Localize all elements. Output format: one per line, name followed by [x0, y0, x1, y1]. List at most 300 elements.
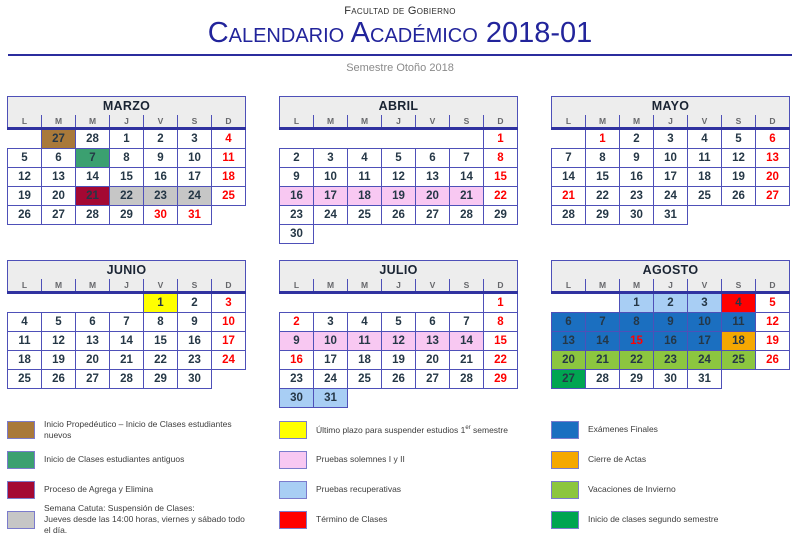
- day-cell: 21: [586, 350, 620, 369]
- day-cell: 6: [42, 148, 76, 167]
- weekday-header: D: [212, 279, 246, 293]
- legend-swatch-inicio_segundo: [551, 511, 579, 529]
- week-row: [8, 148, 246, 167]
- calendar-grid: [0, 96, 800, 408]
- day-cell: 12: [382, 167, 416, 186]
- empty-cell: [450, 128, 484, 148]
- day-cell: 5: [8, 148, 42, 167]
- day-cell: 7: [450, 148, 484, 167]
- weekday-header: L: [552, 279, 586, 293]
- week-row: [552, 350, 790, 369]
- legend-item: [279, 475, 518, 505]
- day-cell: 30: [144, 205, 178, 224]
- day-cell: 8: [110, 148, 144, 167]
- legend-label: Cierre de Actas: [588, 454, 647, 465]
- day-cell: 23: [144, 186, 178, 205]
- day-cell: 30: [280, 224, 314, 243]
- day-cell: 19: [382, 186, 416, 205]
- day-cell: 3: [314, 312, 348, 331]
- legend-swatch-semana_catuta: [7, 511, 35, 529]
- day-cell: 27: [42, 128, 76, 148]
- empty-cell: [110, 292, 144, 312]
- day-cell: 20: [416, 186, 450, 205]
- legend-swatch-examenes: [551, 421, 579, 439]
- day-cell: 1: [144, 292, 178, 312]
- weekday-header: S: [450, 279, 484, 293]
- legend-label: Inicio de clases segundo semestre: [588, 514, 719, 525]
- day-cell: 25: [348, 205, 382, 224]
- day-cell: 22: [586, 186, 620, 205]
- weekday-header: S: [722, 115, 756, 129]
- day-cell: 4: [688, 128, 722, 148]
- week-row: [552, 128, 790, 148]
- month-table: [279, 260, 518, 408]
- day-cell: 13: [756, 148, 790, 167]
- legend-column: [7, 415, 246, 535]
- week-row: [280, 148, 518, 167]
- empty-cell: [348, 388, 382, 407]
- month-title-row: [280, 96, 518, 115]
- day-cell: 16: [178, 331, 212, 350]
- weekday-header: M: [348, 279, 382, 293]
- day-cell: 24: [314, 369, 348, 388]
- empty-cell: [382, 224, 416, 243]
- legend-item: [7, 445, 246, 475]
- day-cell: 27: [76, 369, 110, 388]
- day-cell: 30: [280, 388, 314, 407]
- day-cell: 11: [348, 331, 382, 350]
- week-row: [552, 331, 790, 350]
- day-cell: 26: [42, 369, 76, 388]
- empty-cell: [586, 292, 620, 312]
- weekday-header: L: [280, 279, 314, 293]
- day-cell: 4: [212, 128, 246, 148]
- empty-cell: [416, 388, 450, 407]
- legend-column: [279, 415, 518, 535]
- week-row: [8, 331, 246, 350]
- legend-label: Término de Clases: [316, 514, 388, 525]
- empty-cell: [348, 292, 382, 312]
- week-row: [8, 312, 246, 331]
- week-row: [8, 128, 246, 148]
- weekday-header: L: [552, 115, 586, 129]
- weekday-header: D: [212, 115, 246, 129]
- day-cell: 12: [756, 312, 790, 331]
- weekday-row: [280, 115, 518, 129]
- weekday-header: V: [416, 279, 450, 293]
- day-cell: 29: [484, 369, 518, 388]
- day-cell: 5: [382, 148, 416, 167]
- weekday-header: M: [76, 115, 110, 129]
- day-cell: 23: [620, 186, 654, 205]
- day-cell: 22: [144, 350, 178, 369]
- day-cell: 21: [76, 186, 110, 205]
- day-cell: 26: [756, 350, 790, 369]
- legend-label: Pruebas recuperativas: [316, 484, 402, 495]
- empty-cell: [382, 388, 416, 407]
- day-cell: 8: [620, 312, 654, 331]
- month-table: [7, 96, 246, 225]
- day-cell: 9: [144, 148, 178, 167]
- weekday-header: J: [382, 115, 416, 129]
- legend-swatch-termino_clases: [279, 511, 307, 529]
- day-cell: 18: [8, 350, 42, 369]
- weekday-header: D: [756, 279, 790, 293]
- day-cell: 2: [654, 292, 688, 312]
- day-cell: 16: [620, 167, 654, 186]
- weekday-header: V: [688, 279, 722, 293]
- weekday-header: D: [756, 115, 790, 129]
- weekday-header: S: [178, 279, 212, 293]
- day-cell: 13: [416, 331, 450, 350]
- legend-label: Inicio de Clases estudiantes antiguos: [44, 454, 185, 465]
- day-cell: 28: [450, 205, 484, 224]
- month-calendar-marzo: [7, 96, 246, 225]
- legend-swatch-cierre_actas: [551, 451, 579, 469]
- day-cell: 4: [348, 148, 382, 167]
- week-row: [552, 205, 790, 224]
- day-cell: 20: [76, 350, 110, 369]
- day-cell: 28: [76, 205, 110, 224]
- week-row: [8, 350, 246, 369]
- day-cell: 8: [484, 148, 518, 167]
- empty-cell: [552, 128, 586, 148]
- day-cell: 5: [382, 312, 416, 331]
- day-cell: 31: [688, 369, 722, 388]
- legend-label: Exámenes Finales: [588, 424, 658, 435]
- weekday-row: [8, 279, 246, 293]
- week-row: [552, 186, 790, 205]
- month-table: [279, 96, 518, 244]
- empty-cell: [348, 128, 382, 148]
- month-name: AGOSTO: [552, 260, 790, 279]
- page-title: Calendario Académico 2018-01: [207, 17, 593, 49]
- week-row: [8, 205, 246, 224]
- weekday-header: M: [314, 115, 348, 129]
- month-title-row: [552, 96, 790, 115]
- day-cell: 23: [178, 350, 212, 369]
- day-cell: 27: [756, 186, 790, 205]
- day-cell: 10: [654, 148, 688, 167]
- empty-cell: [450, 292, 484, 312]
- legend-swatch-vacaciones: [551, 481, 579, 499]
- month-calendar-julio: [279, 260, 518, 408]
- day-cell: 27: [416, 369, 450, 388]
- weekday-header: J: [654, 279, 688, 293]
- day-cell: 13: [552, 331, 586, 350]
- day-cell: 14: [450, 167, 484, 186]
- day-cell: 20: [42, 186, 76, 205]
- day-cell: 15: [484, 167, 518, 186]
- empty-cell: [8, 292, 42, 312]
- month-table: [551, 260, 790, 389]
- month-name: ABRIL: [280, 96, 518, 115]
- empty-cell: [756, 205, 790, 224]
- day-cell: 21: [450, 350, 484, 369]
- weekday-header: M: [314, 279, 348, 293]
- day-cell: 11: [212, 148, 246, 167]
- day-cell: 13: [76, 331, 110, 350]
- day-cell: 19: [8, 186, 42, 205]
- day-cell: 30: [654, 369, 688, 388]
- day-cell: 29: [484, 205, 518, 224]
- day-cell: 9: [280, 167, 314, 186]
- month-calendar-mayo: [551, 96, 790, 225]
- weekday-header: J: [382, 279, 416, 293]
- day-cell: 23: [280, 369, 314, 388]
- week-row: [280, 128, 518, 148]
- week-row: [552, 167, 790, 186]
- week-row: [552, 292, 790, 312]
- day-cell: 29: [620, 369, 654, 388]
- week-row: [280, 331, 518, 350]
- day-cell: 3: [654, 128, 688, 148]
- day-cell: 8: [144, 312, 178, 331]
- empty-cell: [348, 224, 382, 243]
- day-cell: 31: [314, 388, 348, 407]
- day-cell: 7: [76, 148, 110, 167]
- week-row: [8, 292, 246, 312]
- week-row: [8, 369, 246, 388]
- day-cell: 14: [110, 331, 144, 350]
- empty-cell: [314, 292, 348, 312]
- day-cell: 16: [654, 331, 688, 350]
- day-cell: 9: [280, 331, 314, 350]
- weekday-header: J: [110, 279, 144, 293]
- week-row: [280, 312, 518, 331]
- empty-cell: [382, 292, 416, 312]
- day-cell: 5: [756, 292, 790, 312]
- day-cell: 4: [722, 292, 756, 312]
- month-title-row: [552, 260, 790, 279]
- empty-cell: [280, 128, 314, 148]
- day-cell: 16: [280, 186, 314, 205]
- day-cell: 3: [178, 128, 212, 148]
- day-cell: 28: [110, 369, 144, 388]
- weekday-header: M: [76, 279, 110, 293]
- week-row: [552, 148, 790, 167]
- week-row: [280, 167, 518, 186]
- weekday-header: S: [722, 279, 756, 293]
- day-cell: 3: [314, 148, 348, 167]
- day-cell: 1: [110, 128, 144, 148]
- empty-cell: [722, 205, 756, 224]
- day-cell: 28: [450, 369, 484, 388]
- empty-cell: [484, 388, 518, 407]
- day-cell: 14: [552, 167, 586, 186]
- header-divider: [8, 54, 792, 56]
- day-cell: 8: [586, 148, 620, 167]
- legend-label: Vacaciones de Invierno: [588, 484, 676, 495]
- month-table: [551, 96, 790, 225]
- day-cell: 26: [382, 369, 416, 388]
- weekday-header: V: [144, 279, 178, 293]
- weekday-header: V: [416, 115, 450, 129]
- day-cell: 22: [110, 186, 144, 205]
- day-cell: 25: [212, 186, 246, 205]
- day-cell: 31: [178, 205, 212, 224]
- day-cell: 29: [110, 205, 144, 224]
- day-cell: 9: [654, 312, 688, 331]
- day-cell: 10: [178, 148, 212, 167]
- day-cell: 26: [382, 205, 416, 224]
- day-cell: 31: [654, 205, 688, 224]
- weekday-header: D: [484, 279, 518, 293]
- empty-cell: [76, 292, 110, 312]
- day-cell: 21: [110, 350, 144, 369]
- day-cell: 8: [484, 312, 518, 331]
- day-cell: 10: [212, 312, 246, 331]
- day-cell: 30: [620, 205, 654, 224]
- day-cell: 24: [654, 186, 688, 205]
- day-cell: 23: [654, 350, 688, 369]
- day-cell: 18: [688, 167, 722, 186]
- week-row: [280, 186, 518, 205]
- legend-label: Inicio Propedéutico – Inicio de Clases estudiantes nuevos: [44, 418, 232, 440]
- weekday-header: V: [688, 115, 722, 129]
- empty-cell: [552, 292, 586, 312]
- week-row: [552, 369, 790, 388]
- weekday-header: M: [586, 115, 620, 129]
- month-title-row: [8, 260, 246, 279]
- day-cell: 28: [76, 128, 110, 148]
- empty-cell: [280, 292, 314, 312]
- day-cell: 20: [416, 350, 450, 369]
- day-cell: 17: [314, 350, 348, 369]
- empty-cell: [416, 292, 450, 312]
- day-cell: 27: [42, 205, 76, 224]
- day-cell: 1: [620, 292, 654, 312]
- day-cell: 21: [450, 186, 484, 205]
- day-cell: 19: [42, 350, 76, 369]
- day-cell: 7: [110, 312, 144, 331]
- legend: [0, 415, 800, 535]
- day-cell: 17: [654, 167, 688, 186]
- day-cell: 6: [756, 128, 790, 148]
- day-cell: 12: [8, 167, 42, 186]
- day-cell: 17: [178, 167, 212, 186]
- day-cell: 24: [314, 205, 348, 224]
- legend-item: [279, 445, 518, 475]
- legend-item: [551, 505, 790, 535]
- day-cell: 27: [552, 369, 586, 388]
- day-cell: 1: [484, 128, 518, 148]
- legend-swatch-propedeutico: [7, 421, 35, 439]
- day-cell: 5: [42, 312, 76, 331]
- day-cell: 16: [280, 350, 314, 369]
- weekday-header: M: [42, 115, 76, 129]
- legend-item: [7, 475, 246, 505]
- day-cell: 13: [42, 167, 76, 186]
- day-cell: 11: [8, 331, 42, 350]
- day-cell: 5: [722, 128, 756, 148]
- day-cell: 22: [484, 186, 518, 205]
- weekday-header: M: [42, 279, 76, 293]
- month-calendar-abril: [279, 96, 518, 244]
- month-name: MAYO: [552, 96, 790, 115]
- legend-label: Proceso de Agrega y Elimina: [44, 484, 154, 495]
- empty-cell: [212, 369, 246, 388]
- day-cell: 11: [688, 148, 722, 167]
- day-cell: 20: [552, 350, 586, 369]
- empty-cell: [382, 128, 416, 148]
- month-calendar-junio: [7, 260, 246, 389]
- empty-cell: [450, 224, 484, 243]
- day-cell: 25: [722, 350, 756, 369]
- day-cell: 30: [178, 369, 212, 388]
- empty-cell: [756, 369, 790, 388]
- day-cell: 9: [178, 312, 212, 331]
- day-cell: 18: [348, 186, 382, 205]
- day-cell: 28: [552, 205, 586, 224]
- day-cell: 6: [76, 312, 110, 331]
- day-cell: 2: [620, 128, 654, 148]
- day-cell: 4: [348, 312, 382, 331]
- day-cell: 7: [586, 312, 620, 331]
- day-cell: 11: [348, 167, 382, 186]
- day-cell: 26: [722, 186, 756, 205]
- legend-swatch-suspension_plazo: [279, 421, 307, 439]
- legend-column: [551, 415, 790, 535]
- empty-cell: [416, 224, 450, 243]
- day-cell: 15: [144, 331, 178, 350]
- day-cell: 4: [8, 312, 42, 331]
- legend-item: [279, 415, 518, 445]
- weekday-header: S: [178, 115, 212, 129]
- week-row: [280, 205, 518, 224]
- day-cell: 2: [280, 312, 314, 331]
- day-cell: 15: [484, 331, 518, 350]
- weekday-header: J: [110, 115, 144, 129]
- day-cell: 22: [484, 350, 518, 369]
- legend-item: [7, 415, 246, 445]
- calendar-page: [0, 5, 800, 559]
- day-cell: 24: [178, 186, 212, 205]
- weekday-header: D: [484, 115, 518, 129]
- legend-item: [279, 505, 518, 535]
- day-cell: 2: [280, 148, 314, 167]
- month-name: JUNIO: [8, 260, 246, 279]
- day-cell: 25: [348, 369, 382, 388]
- day-cell: 6: [416, 312, 450, 331]
- day-cell: 14: [586, 331, 620, 350]
- day-cell: 29: [586, 205, 620, 224]
- month-title-row: [280, 260, 518, 279]
- day-cell: 15: [620, 331, 654, 350]
- empty-cell: [314, 224, 348, 243]
- day-cell: 7: [552, 148, 586, 167]
- day-cell: 12: [722, 148, 756, 167]
- week-row: [8, 167, 246, 186]
- day-cell: 25: [688, 186, 722, 205]
- day-cell: 14: [450, 331, 484, 350]
- month-name: MARZO: [8, 96, 246, 115]
- day-cell: 23: [280, 205, 314, 224]
- day-cell: 17: [314, 186, 348, 205]
- weekday-header: M: [348, 115, 382, 129]
- day-cell: 19: [382, 350, 416, 369]
- day-cell: 21: [552, 186, 586, 205]
- semester-subtitle: Semestre Otoño 2018: [346, 61, 454, 74]
- empty-cell: [314, 128, 348, 148]
- legend-item: [551, 415, 790, 445]
- empty-cell: [42, 292, 76, 312]
- week-row: [280, 292, 518, 312]
- day-cell: 22: [620, 350, 654, 369]
- weekday-row: [552, 279, 790, 293]
- day-cell: 9: [620, 148, 654, 167]
- day-cell: 18: [212, 167, 246, 186]
